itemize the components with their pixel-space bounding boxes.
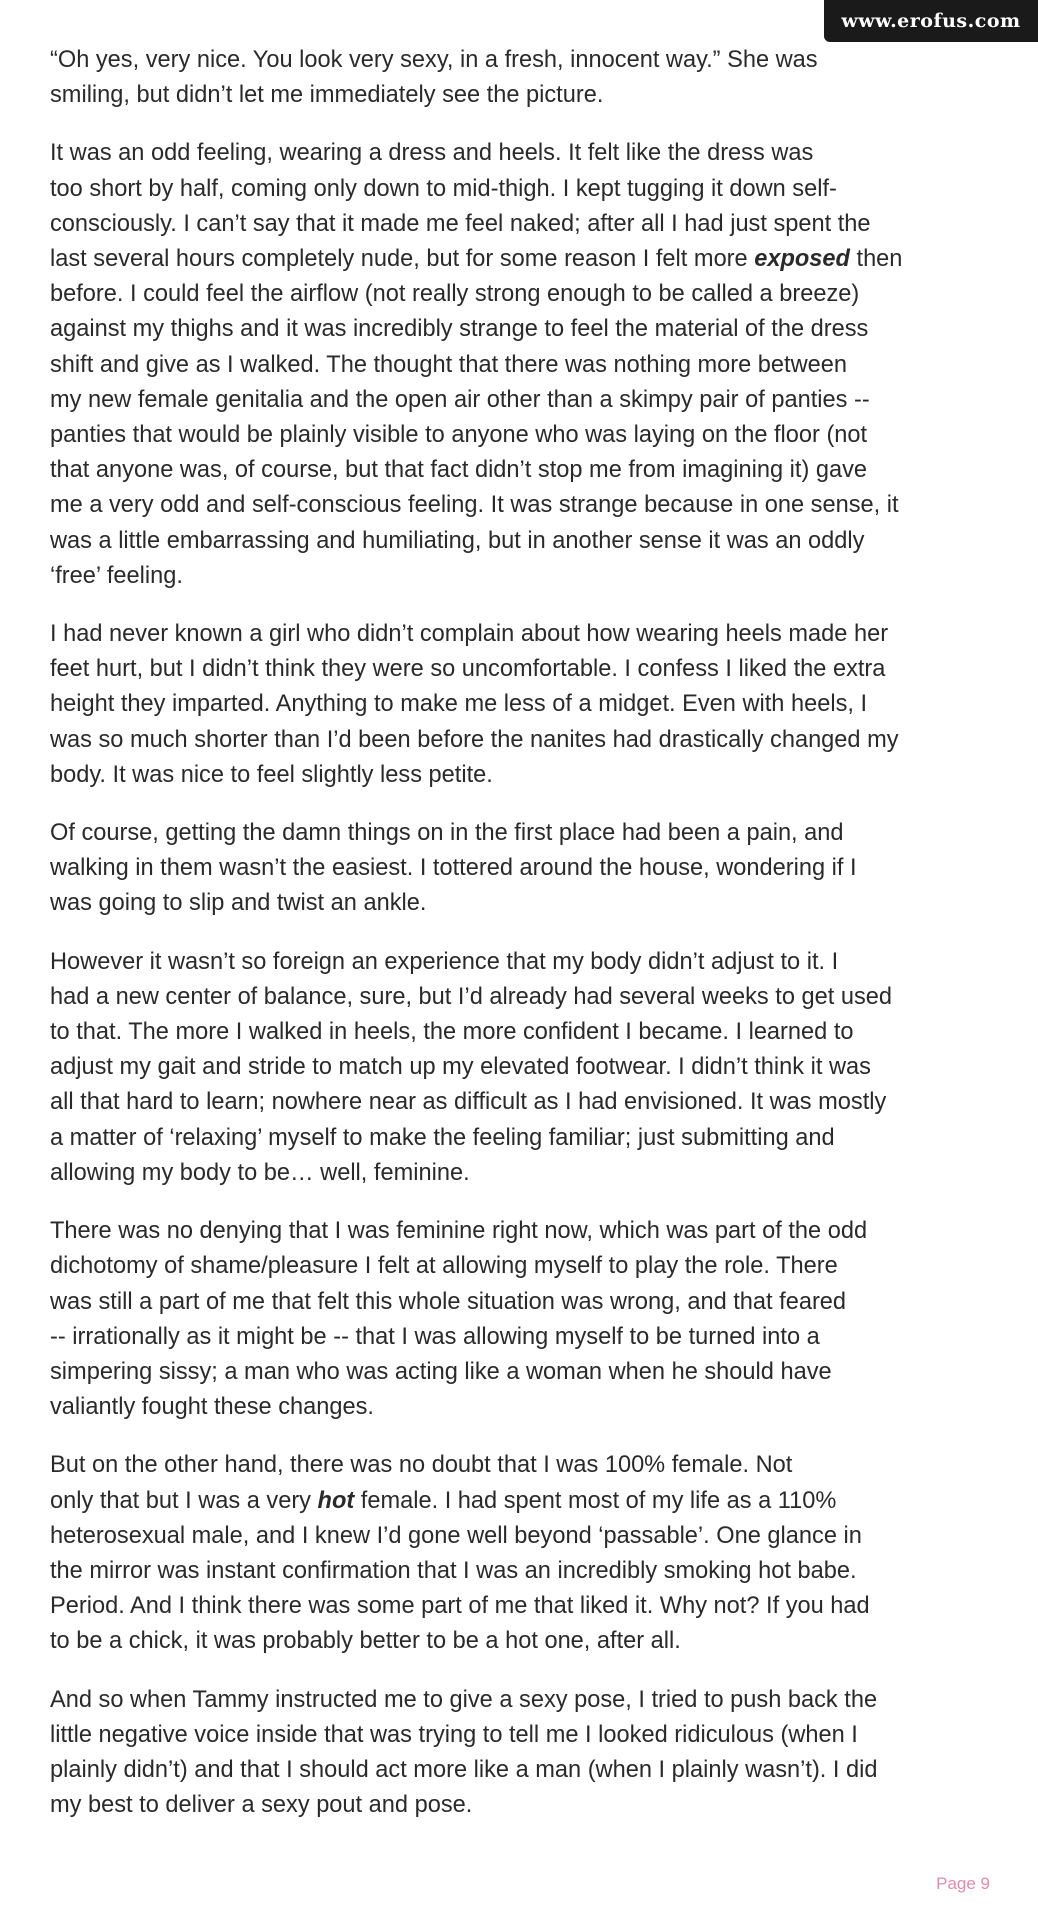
paragraph-2 [50,136,1000,594]
watermark-text: www.erofus.com [841,10,1021,32]
paragraph-2-before: It was an odd feeling, wearing a dress and heels. It felt like the dress was too short by half, coming only down to mid-thigh. I kept tugging it down self- consciously. I can’t say that it made me feel naked; after all I had just spent the last several hours completely nude, but for some reason I felt more [50,140,871,273]
paragraph-3: I had never known a girl who didn’t complain about how wearing heels made her feet hurt, but I didn’t think they were so uncomfortable. I confess I liked the extra height they imparted. Anything to make me less of a midget. Even with heels, I was so much shorter than I’d been before the nanites had drastically changed my body. It was nice to feel slightly less petite. [50,621,899,788]
paragraph-7-before: But on the other hand, there was no doubt that I was 100% female. Not only that but I was a very [50,1452,793,1514]
emphasis-exposed: exposed [754,246,850,273]
paragraph-8: And so when Tammy instructed me to give a sexy pose, I tried to push back the little negative voice inside that was trying to tell me I looked ridiculous (when I plainly didn’t) and that I should act more like a man (when I plainly wasn’t). I did my best to deliver a sexy pout and pose. [50,1686,878,1819]
emphasis-hot: hot [317,1487,355,1514]
paragraph-1: “Oh yes, very nice. You look very sexy, in a fresh, innocent way.” She was smiling, but didn’t let me immediately see the picture. [50,47,818,109]
paragraph-2-after: then before. I could feel the airflow (not really strong enough to be called a breeze) against my thighs and it was incredibly strange to feel the material of the dress shift and give as I walked. The thought that there was nothing more between my new female genitalia and the open air other than a skimpy pair of panties -- panties that would be plainly visible to anyone who was laying on the floor (not that anyone was, of course, but that fact didn’t stop me from imagining it) gave me a very odd and self-conscious feeling. It was strange because in one sense, it was a little embarrassing and humiliating, but in another sense it was an oddly ‘free’ feeling. [50,246,903,589]
paragraph-7-after: female. I had spent most of my life as a 110% heterosexual male, and I knew I’d gone well beyond ‘passable’. One glance in the mirror was instant confirmation that I was an incredibly smoking hot babe. Period. And I think there was some part of me that liked it. Why not? If you had to be a chick, it was probably better to be a hot one, after all. [50,1487,870,1655]
paragraph-4: Of course, getting the damn things on in the first place had been a pain, and walking in them wasn’t the easiest. I tottered around the house, wondering if I was going to slip and twist an ankle. [50,820,857,917]
paragraph-7 [50,1448,1000,1659]
paragraph-5: However it wasn’t so foreign an experience that my body didn’t adjust to it. I had a new center of balance, sure, but I’d already had several weeks to get used to that. The more I walked in heels, the more confident I became. I learned to adjust my gait and stride to match up my elevated footwear. I didn’t think it was all that hard to learn; nowhere near as difficult as I had envisioned. It was mostly a matter of ‘relaxing’ myself to make the feeling familiar; just submitting and allowing my body to be… well, feminine. [50,948,893,1186]
page-body [50,43,1000,1846]
paragraph-6: There was no denying that I was feminine right now, which was part of the odd dichotomy of shame/pleasure I felt at allowing myself to play the role. There was still a part of me that felt this whole situation was wrong, and that feared -- irrationally as it might be -- that I was allowing myself to be turned into a simpering sissy; a man who was acting like a woman when he should have valiantly fought these changes. [50,1218,868,1421]
page-number: Page 9 [936,1874,990,1893]
site-watermark [824,0,1038,42]
